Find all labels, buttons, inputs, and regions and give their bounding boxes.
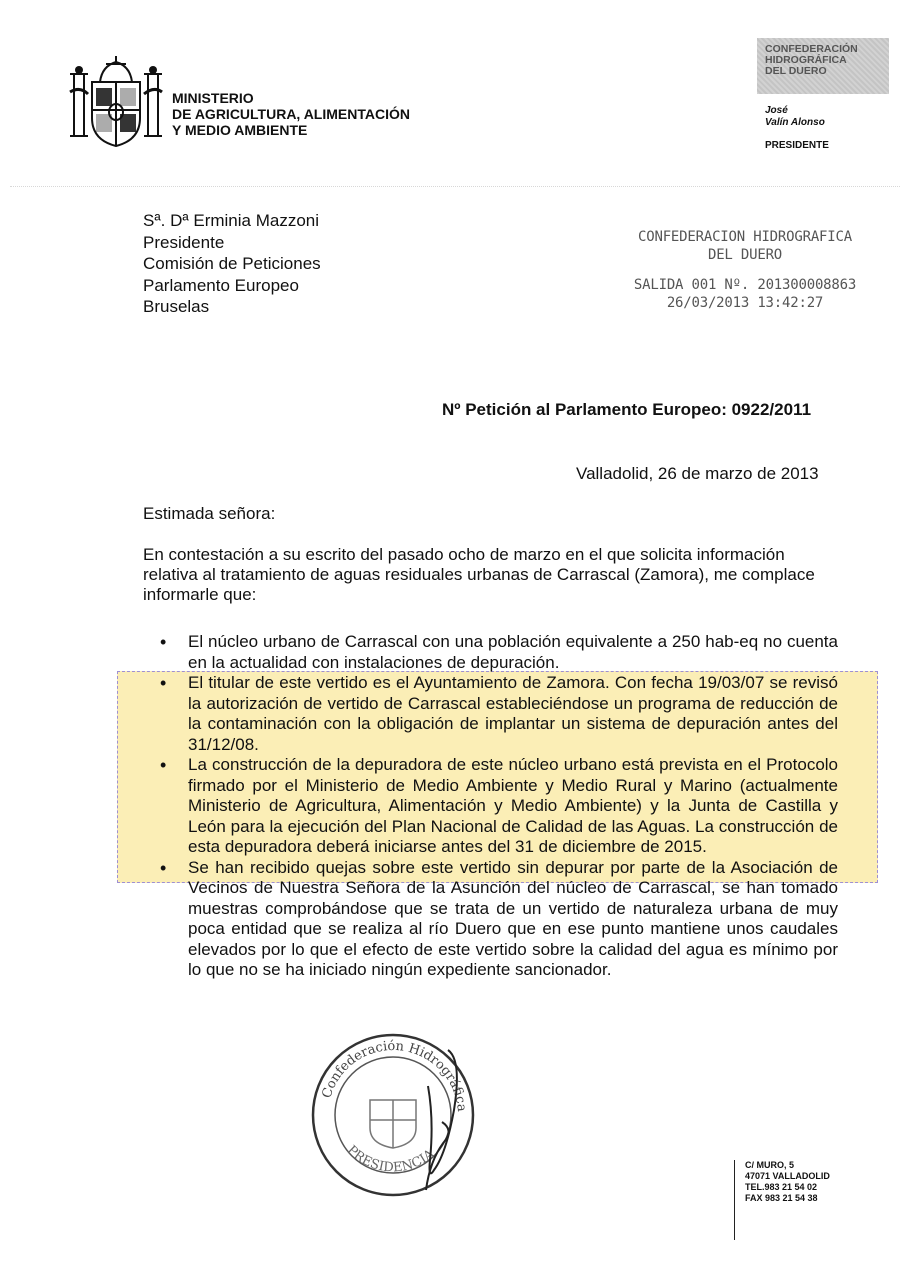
svg-text:Confederación Hidrográfica: Confederación Hidrográfica [319,1038,469,1113]
header-divider [10,186,900,188]
svg-text:PRESIDENCIA: PRESIDENCIA [343,1142,438,1176]
place-date: Valladolid, 26 de marzo de 2013 [576,464,819,483]
ministry-name: MINISTERIO DE AGRICULTURA, ALIMENTACIÓN Y MEDIO AMBIENTE [172,90,410,138]
official-seal-signature [308,1030,478,1200]
bullet-list [160,632,838,981]
list-item: • El titular de este vertido es el Ayuntamiento de Zamora. Con fecha 19/03/07 se revisó la autorización de vertido de Carrascal estableciéndose un programa de reducción de la contaminación con la obligación de implantar un sistema de depuración antes del 31/12/08. [160,673,838,755]
organization-badge: CONFEDERACIÓN HIDROGRÁFICA DEL DUERO [757,38,889,94]
intro-paragraph: En contestación a su escrito del pasado ocho de marzo en el que solicita información relativa al tratamiento de aguas residuales urbanas de Carrascal (Zamora), me complace informarle que: [143,545,815,604]
greeting: Estimada señora: [143,504,276,523]
petition-reference: Nº Petición al Parlamento Europeo: 0922/2011 [442,400,812,419]
list-item: • El núcleo urbano de Carrascal con una población equivalente a 250 hab-eq no cuenta en la actualidad con instalaciones de depuración. [160,632,838,673]
president-title: PRESIDENTE [765,140,829,151]
coat-of-arms-icon [66,52,166,152]
addressee-block: Sª. Dª Erminia Mazzoni Presidente Comisión de Peticiones Parlamento Europeo Bruselas [143,211,321,316]
president-name: José Valín Alonso [765,105,825,128]
list-item: • Se han recibido quejas sobre este vertido sin depurar por parte de la Asociación de Vecinos de Nuestra Señora de la Asunción del núcleo de Carrascal, se han tomado muestras comprobándose que se trata de un vertido de naturaleza urbana de muy poca entidad que se realiza al río Duero que en ese punto mantiene unos caudales elevados por lo que el efecto de este vertido sobre la calidad del agua es mínimo por lo que no se ha iniciado ningún expediente sancionador. [160,858,838,981]
registry-stamp: CONFEDERACION HIDROGRAFICA DEL DUERO SALIDA 001 Nº. 201300008863 26/03/2013 13:42:27 [633,229,857,311]
footer-address: C/ MURO, 5 47071 VALLADOLID TEL.983 21 54 02 FAX 983 21 54 38 [734,1160,830,1240]
list-item: • La construcción de la depuradora de este núcleo urbano está prevista en el Protocolo firmado por el Ministerio de Medio Ambiente y Medio Rural y Marino (actualmente Ministerio de Agricultura, Alimentación y Medio Ambiente) y la Junta de Castilla y León para la ejecución del Plan Nacional de Calidad de las Aguas. La construcción de esta depuradora deberá iniciarse antes del 31 de diciembre de 2015. [160,755,838,858]
